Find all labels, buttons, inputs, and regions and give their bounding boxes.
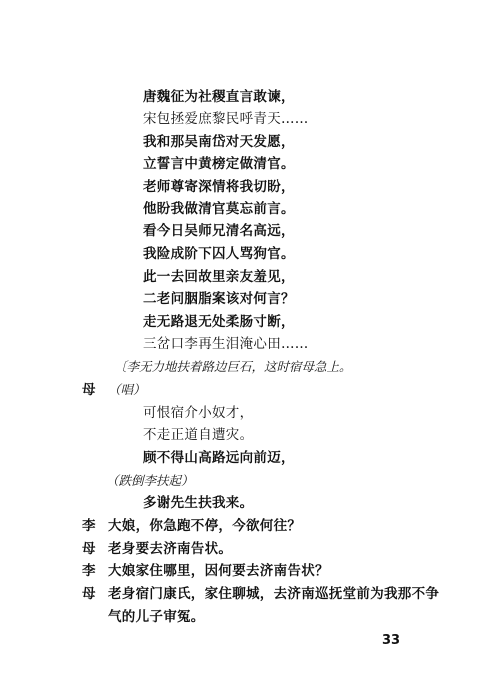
dialogue-text: 老身宿门康氏，家住聊城，去济南巡抚堂前为我那不争 [108, 586, 440, 602]
verse-line: 走无路退无处柔肠寸断， [143, 314, 295, 330]
verse-line: 他盼我做清官莫忘前言。 [143, 201, 295, 217]
verse-line: 看今日吴师兄清名高远， [143, 223, 295, 239]
verse-line: 不走正道自遭灾。 [143, 427, 254, 443]
verse-line: 宋包拯爱庶黎民呼青天…… [143, 111, 309, 127]
verse-line: 多谢先生扶我来。 [143, 495, 254, 511]
speaker-label: 母 [82, 586, 96, 602]
verse-line: 三岔口李再生泪淹心田…… [143, 336, 309, 352]
verse-line: 我险成阶下囚人骂狗官。 [143, 246, 295, 262]
sing-tag: （唱） [108, 382, 146, 397]
speaker-label: 李 [82, 563, 96, 579]
speaker-label: 母 [82, 541, 96, 557]
verse-line: 此一去回故里亲友羞见， [143, 269, 295, 285]
stage-direction: 〔李无力地扶着路边巨石，这时宿母急上。 [114, 359, 352, 374]
stage-direction: （跌倒李扶起） [106, 473, 194, 488]
verse-line: 二老问胭脂案该对何言？ [143, 291, 295, 307]
dialogue-text: 大娘，你急跑不停，今欲何往？ [108, 518, 302, 534]
verse-line: 唐魏征为社稷直言敢谏， [143, 89, 295, 105]
verse-line: 可恨宿介小奴才， [143, 405, 254, 421]
speaker-label: 李 [82, 518, 96, 534]
dialogue-text: 大娘家住哪里，因何要去济南告状？ [108, 563, 329, 579]
dialogue-text: 老身要去济南告状。 [108, 541, 233, 557]
verse-line: 我和那吴南岱对天发愿， [143, 134, 295, 150]
page-number: 33 [382, 633, 401, 648]
verse-line: 老师尊寄深情将我切盼， [143, 179, 295, 195]
verse-line: 顾不得山高路远向前迈， [143, 450, 295, 466]
dialogue-text-continued: 气的儿子审冤。 [108, 609, 205, 625]
speaker-label: 母 [82, 382, 96, 398]
verse-line: 立誓言中黄榜定做清官。 [143, 156, 295, 172]
